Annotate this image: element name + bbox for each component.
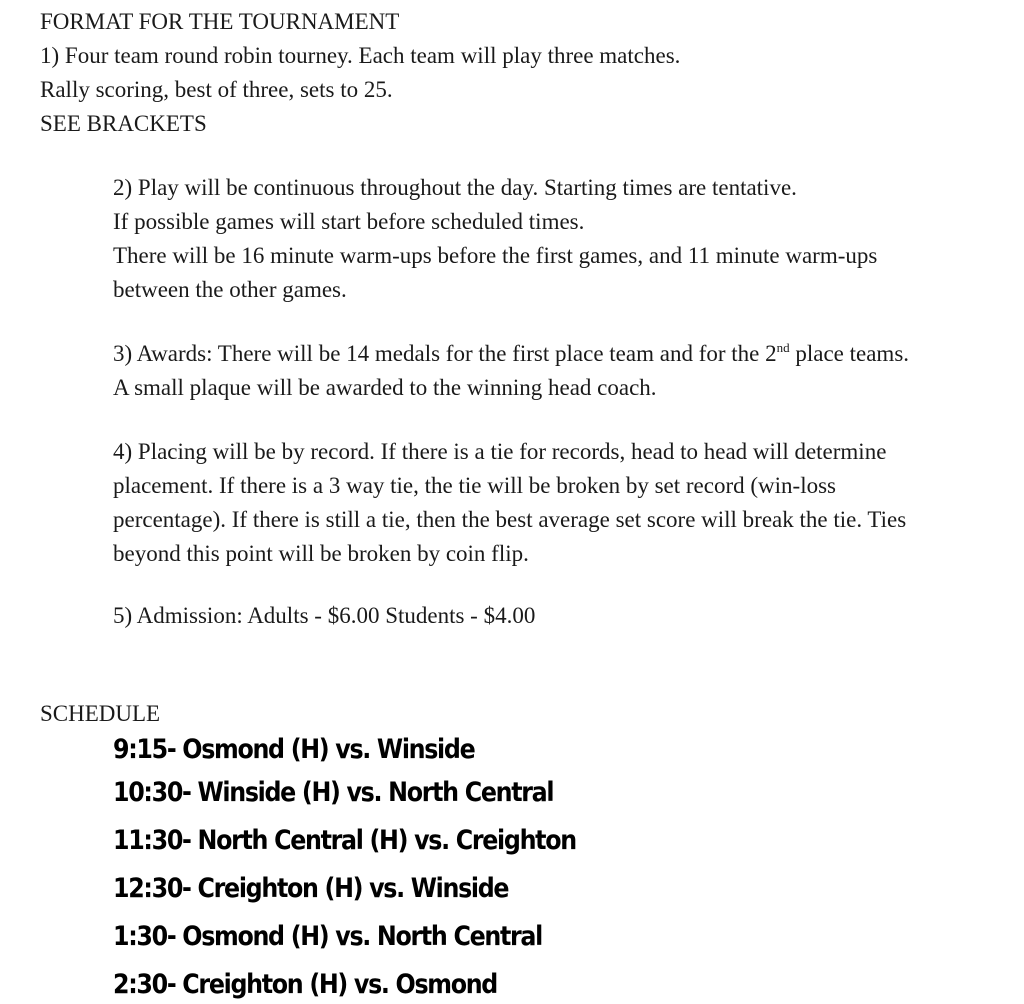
awards-text-b: place teams.: [789, 341, 910, 366]
schedule-game-5: 1:30- Osmond (H) vs. North Central: [113, 921, 542, 952]
see-brackets-text: SEE BRACKETS: [40, 111, 207, 136]
format-item-2-line-4: between the other games.: [113, 277, 347, 302]
format-item-3-line-2: A small plaque will be awarded to the winning head coach.: [113, 375, 657, 400]
format-item-5-admission: 5) Admission: Adults - $6.00 Students - $4.00: [113, 603, 536, 628]
format-item-2-line-2: If possible games will start before scheduled times.: [113, 209, 585, 234]
format-item-3-line-1: [113, 340, 909, 368]
format-item-4-line-1: 4) Placing will be by record. If there is a tie for records, head to head will determine: [113, 439, 887, 464]
format-item-1-line-2: Rally scoring, best of three, sets to 25.: [40, 77, 393, 102]
format-item-2-line-1: 2) Play will be continuous throughout the day. Starting times are tentative.: [113, 175, 797, 200]
schedule-heading: SCHEDULE: [40, 701, 161, 726]
schedule-game-2: 10:30- Winside (H) vs. North Central: [113, 777, 554, 808]
format-item-4-line-2: placement. If there is a 3 way tie, the tie will be broken by set record (win-loss: [113, 473, 836, 498]
schedule-game-4: 12:30- Creighton (H) vs. Winside: [113, 873, 509, 904]
ordinal-superscript: nd: [776, 340, 790, 355]
awards-text-a: 3) Awards: There will be 14 medals for the first place team and for the 2: [113, 341, 777, 366]
format-item-4-line-4: beyond this point will be broken by coin flip.: [113, 541, 529, 566]
format-item-4-line-3: percentage). If there is still a tie, then the best average set score will break the tie. Ties: [113, 507, 907, 532]
schedule-game-3: 11:30- North Central (H) vs. Creighton: [113, 825, 576, 856]
schedule-game-1: 9:15- Osmond (H) vs. Winside: [113, 734, 475, 765]
format-item-2-line-3: There will be 16 minute warm-ups before the first games, and 11 minute warm-ups: [113, 243, 878, 268]
format-item-1-line-1: 1) Four team round robin tourney. Each team will play three matches.: [40, 43, 681, 68]
format-heading: FORMAT FOR THE TOURNAMENT: [40, 9, 400, 34]
schedule-game-6: 2:30- Creighton (H) vs. Osmond: [113, 969, 497, 1000]
